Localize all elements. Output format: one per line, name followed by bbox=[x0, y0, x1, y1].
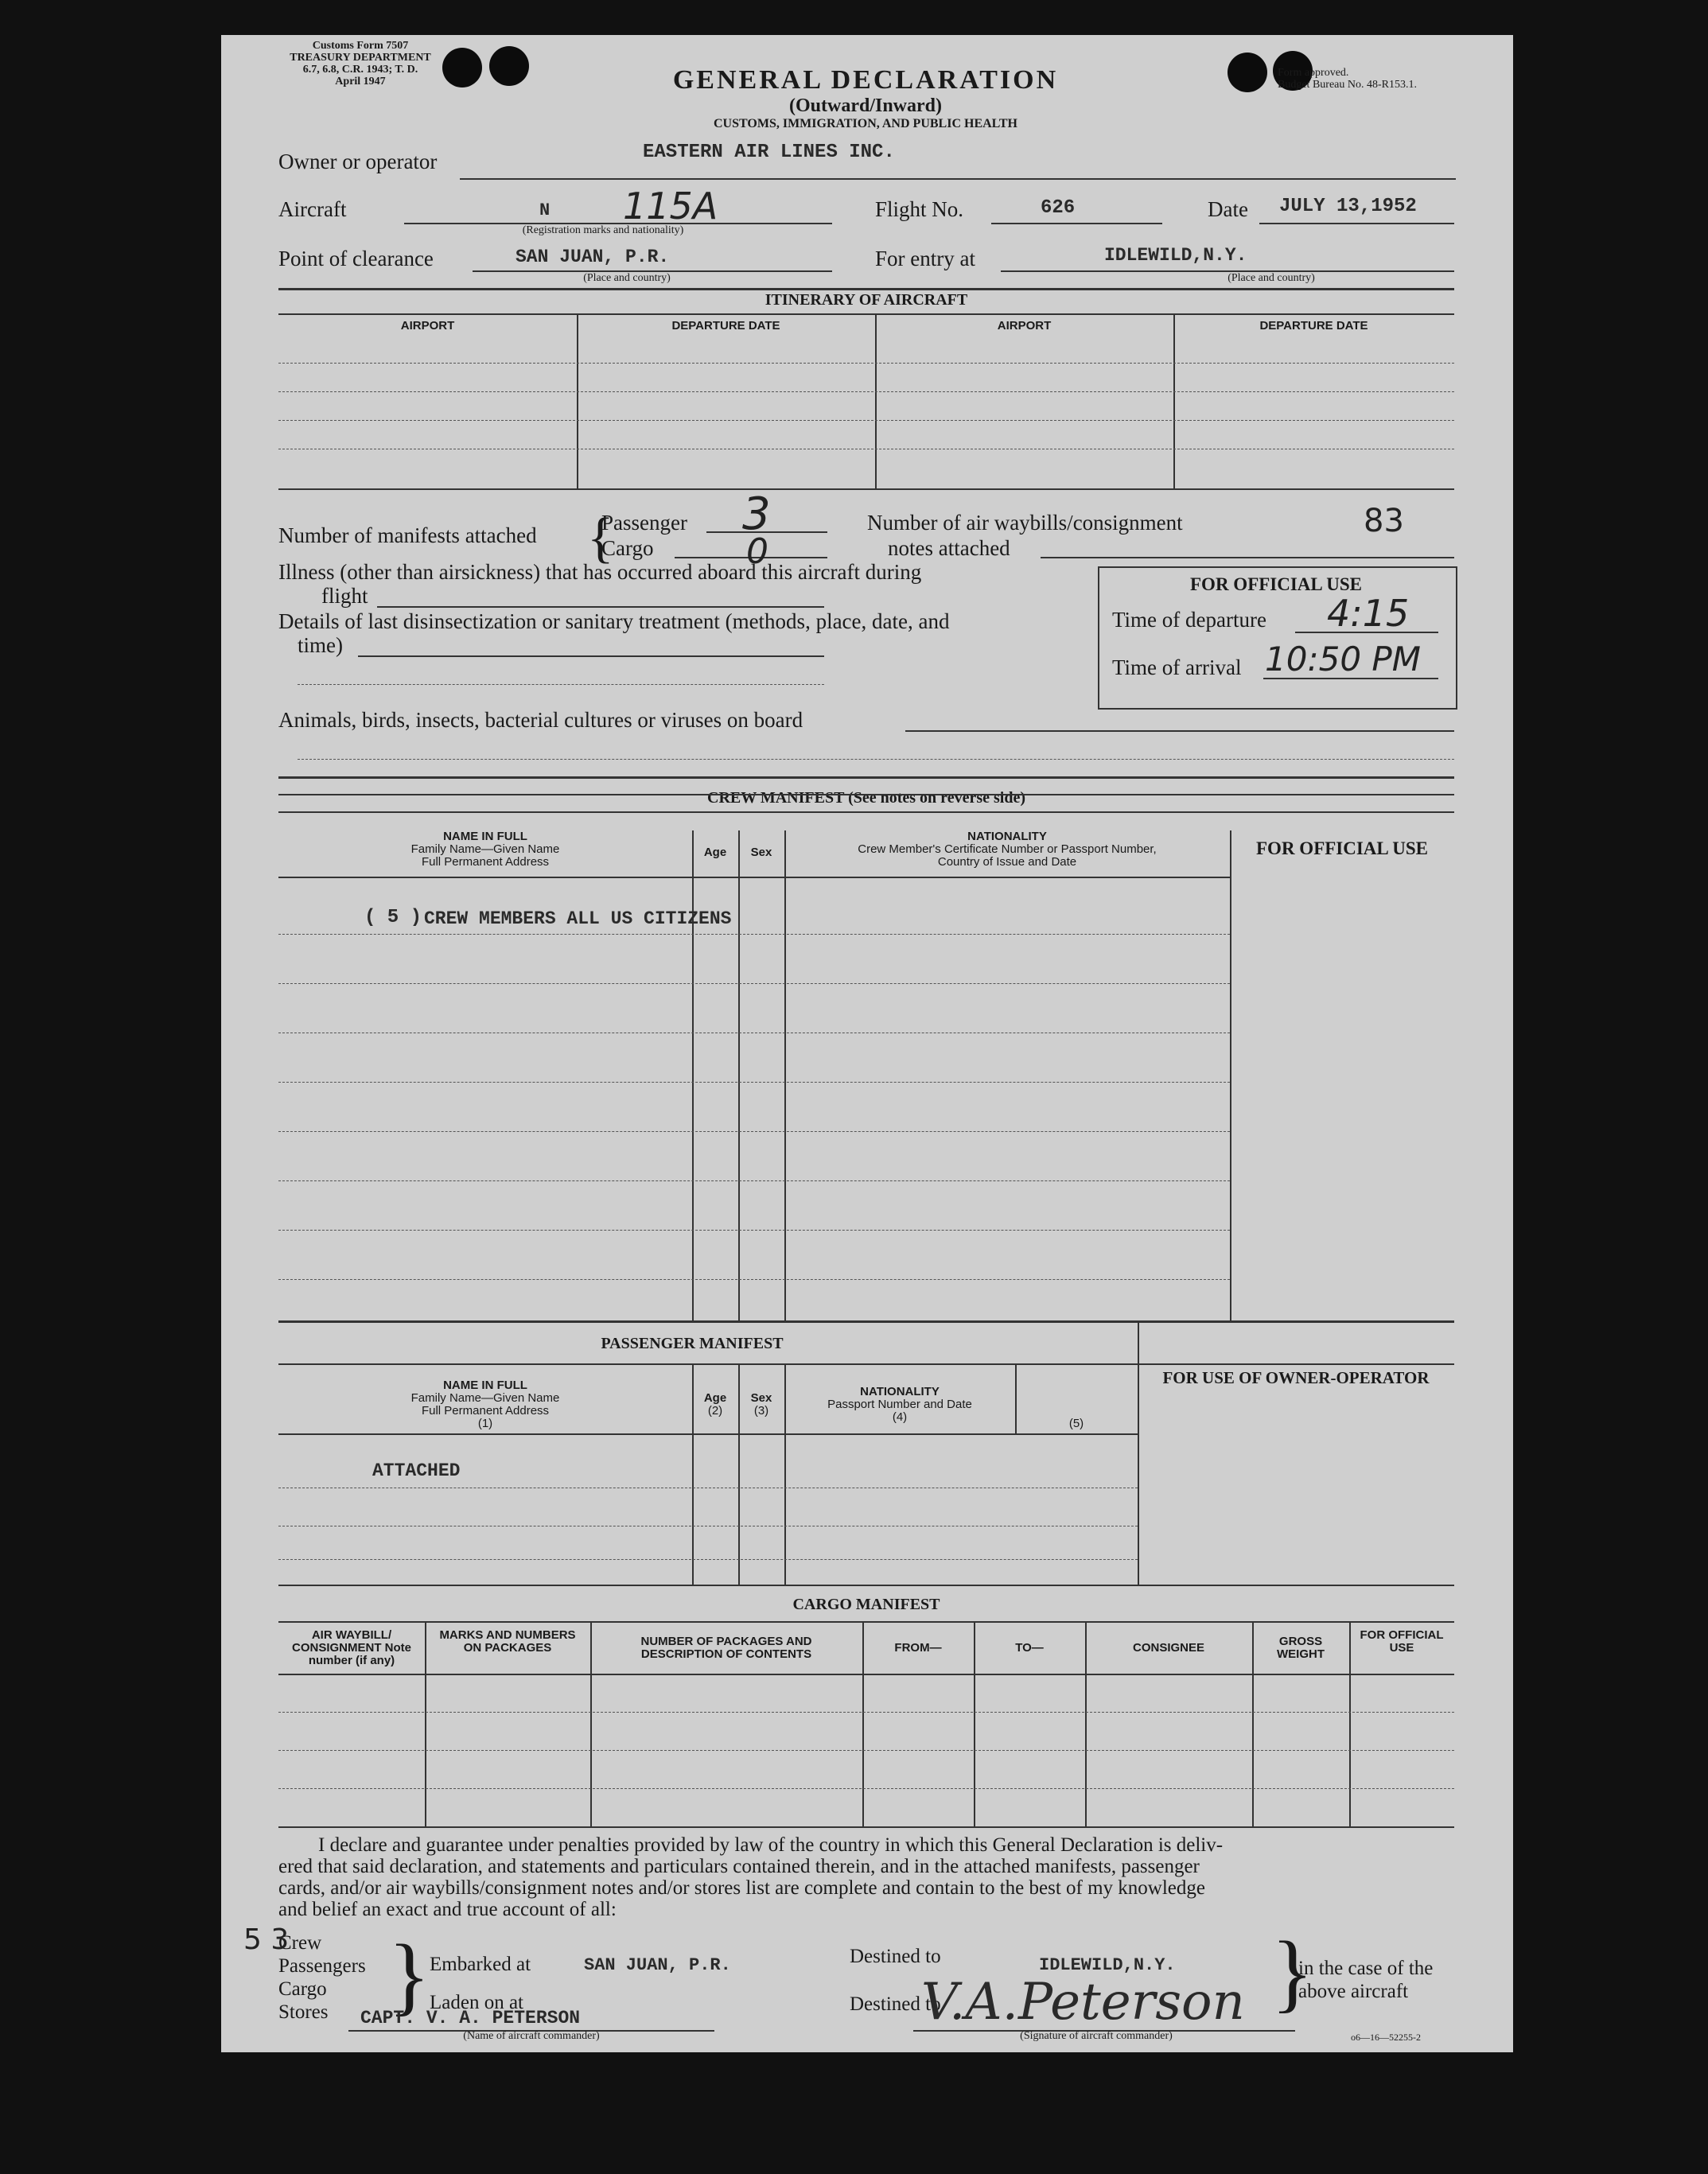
arrival-time-label: Time of arrival bbox=[1112, 655, 1242, 679]
crew-col-name-3: Full Permanent Address bbox=[421, 855, 550, 869]
category-crew: Crew bbox=[278, 1932, 322, 1954]
signature-caption: (Signature of aircraft commander) bbox=[1020, 2030, 1173, 2042]
crew-col-name-2: Family Name—Given Name bbox=[410, 842, 560, 856]
manifests-label: Number of manifests attached bbox=[278, 523, 537, 547]
cargo-col-packages: NUMBER OF PACKAGES AND DESCRIPTION OF CONTENTS bbox=[640, 1635, 812, 1661]
cargo-manifest-title: CARGO MANIFEST bbox=[792, 1596, 940, 1613]
passenger-manifest-count: 3 bbox=[742, 488, 771, 540]
cargo-col-waybill: AIR WAYBILL/ CONSIGNMENT Note number (if any) bbox=[292, 1628, 411, 1667]
itinerary-col-airport-2: AIRPORT bbox=[997, 319, 1052, 333]
crew-col-name-1: NAME IN FULL bbox=[443, 830, 527, 843]
aircraft-label: Aircraft bbox=[278, 197, 347, 221]
passenger-entry: ATTACHED bbox=[372, 1460, 461, 1481]
case-brace: } bbox=[1271, 1923, 1313, 2020]
category-passengers: Passengers bbox=[278, 1955, 366, 1977]
crew-col-name bbox=[278, 830, 692, 869]
form-number: Customs Form 7507 bbox=[312, 40, 409, 52]
entry-value: IDLEWILD,N.Y. bbox=[1104, 245, 1247, 266]
commander-name: CAPT. V. A. PETERSON bbox=[360, 2008, 581, 2028]
cargo-col-to: TO— bbox=[1015, 1641, 1044, 1655]
declaration-line-2: ered that said declaration, and statements and particulars contained therein, and in the attached manifests, passenger bbox=[278, 1856, 1200, 1877]
budget-number: Budget Bureau No. 48-R153.1. bbox=[1278, 79, 1417, 91]
departure-time-label: Time of departure bbox=[1112, 608, 1266, 632]
agencies: CUSTOMS, IMMIGRATION, AND PUBLIC HEALTH bbox=[714, 117, 1017, 130]
official-use-title: FOR OFFICIAL USE bbox=[1190, 574, 1362, 594]
crew-entry: CREW MEMBERS ALL US CITIZENS bbox=[424, 908, 732, 929]
declaration-form bbox=[221, 35, 1513, 2052]
punch-hole-left-2 bbox=[489, 46, 529, 86]
revised-date: April 1947 bbox=[335, 76, 386, 88]
passenger-col-age-num: (2) bbox=[707, 1404, 723, 1418]
declaration-line-1: I declare and guarantee under penalties provided by law of the country in which this General Declaration is deliv- bbox=[318, 1834, 1224, 1856]
declaration-text bbox=[278, 1834, 1454, 1920]
passenger-col-age-label: Age bbox=[703, 1391, 727, 1405]
categories-brace: } bbox=[388, 1927, 430, 2024]
crew-col-nationality bbox=[784, 830, 1230, 869]
animals-label: Animals, birds, insects, bacterial cultures or viruses on board bbox=[278, 708, 803, 732]
destined-label: Destined to bbox=[850, 1946, 941, 1967]
crew-col-nat-3: Country of Issue and Date bbox=[937, 855, 1077, 869]
passenger-col-owner: FOR USE OF OWNER-OPERATOR bbox=[1162, 1368, 1430, 1387]
passenger-col-name bbox=[278, 1379, 692, 1430]
declaration-categories bbox=[278, 1931, 366, 2024]
passenger-col-nat-num: (4) bbox=[892, 1410, 908, 1424]
clearance-label: Point of clearance bbox=[278, 247, 434, 270]
crew-count: ( 5 ) bbox=[364, 907, 422, 928]
itinerary-col-departure-2: DEPARTURE DATE bbox=[1259, 319, 1368, 333]
passenger-col-5: (5) bbox=[1068, 1417, 1084, 1430]
passenger-col-name-num: (1) bbox=[477, 1417, 493, 1430]
category-stores: Stores bbox=[278, 2001, 329, 2023]
passenger-manifest-title: PASSENGER MANIFEST bbox=[601, 1335, 784, 1352]
cargo-label: Cargo bbox=[601, 536, 654, 560]
page-title: GENERAL DECLARATION bbox=[672, 65, 1059, 95]
crew-col-age: Age bbox=[703, 846, 727, 859]
entry-caption: (Place and country) bbox=[1228, 272, 1315, 284]
crew-col-sex: Sex bbox=[750, 846, 772, 859]
entry-label: For entry at bbox=[875, 247, 975, 270]
clearance-value: SAN JUAN, P.R. bbox=[516, 247, 670, 267]
approval-block bbox=[1278, 67, 1417, 91]
departure-time: 4:15 bbox=[1327, 592, 1410, 635]
passenger-col-name-1: NAME IN FULL bbox=[443, 1379, 527, 1392]
commander-signature: V.A.Peterson bbox=[921, 1973, 1245, 2032]
passenger-col-sex bbox=[738, 1392, 784, 1418]
embarked-label: Embarked at bbox=[430, 1954, 531, 1975]
passenger-col-nat-1: NATIONALITY bbox=[860, 1385, 940, 1398]
cargo-col-consignee: CONSIGNEE bbox=[1132, 1641, 1204, 1655]
declaration-line-4: and belief an exact and true account of all: bbox=[278, 1899, 617, 1920]
aircraft-caption: (Registration marks and nationality) bbox=[522, 224, 684, 236]
passenger-col-sex-label: Sex bbox=[750, 1391, 772, 1405]
aircraft-registration: 115A bbox=[623, 185, 718, 228]
itinerary-col-airport-1: AIRPORT bbox=[400, 319, 455, 333]
cargo-col-weight: GROSS WEIGHT bbox=[1277, 1635, 1325, 1661]
owner-value: EASTERN AIR LINES INC. bbox=[643, 142, 895, 163]
form-number-block bbox=[285, 40, 436, 88]
cargo-col-official: FOR OFFICIAL USE bbox=[1360, 1628, 1444, 1655]
title-block bbox=[539, 65, 1192, 131]
punch-hole-left-1 bbox=[442, 48, 482, 88]
margin-note: 5 3 bbox=[243, 1923, 290, 1956]
commander-caption: (Name of aircraft commander) bbox=[463, 2030, 600, 2042]
passenger-col-nat-2: Passport Number and Date bbox=[827, 1398, 972, 1411]
aircraft-prefix: N bbox=[539, 200, 551, 220]
flight-label: Flight No. bbox=[875, 197, 964, 221]
flight-number: 626 bbox=[1041, 197, 1076, 219]
disinsect-label: Details of last disinsectization or sanitary treatment (methods, place, date, and bbox=[278, 609, 950, 633]
laden-label: Laden on at bbox=[430, 1992, 524, 2013]
case-line-2: above aircraft bbox=[1298, 1981, 1409, 2002]
regs: 6.7, 6.8, C.R. 1943; T. D. bbox=[302, 64, 418, 76]
owner-label: Owner or operator bbox=[278, 150, 438, 173]
waybills-label: Number of air waybills/consignment bbox=[867, 511, 1183, 535]
illness-label: Illness (other than airsickness) that has occurred aboard this aircraft during bbox=[278, 560, 922, 584]
crew-manifest-title: CREW MANIFEST (See notes on reverse side) bbox=[707, 789, 1025, 807]
illness-label-2: flight bbox=[321, 584, 368, 608]
manifests-brace: { bbox=[587, 508, 614, 569]
crew-col-nat-2: Crew Member's Certificate Number or Passport Number, bbox=[858, 842, 1157, 856]
page-subtitle: (Outward/Inward) bbox=[788, 95, 942, 116]
clearance-caption: (Place and country) bbox=[583, 272, 671, 284]
department: TREASURY DEPARTMENT bbox=[290, 52, 431, 64]
arrival-time: 10:50 PM bbox=[1265, 640, 1421, 679]
destined-label-2: Destined to bbox=[850, 1993, 941, 2015]
print-code: o6—16—52255-2 bbox=[1351, 2032, 1421, 2043]
cargo-col-from: FROM— bbox=[894, 1641, 942, 1655]
declaration-line-3: cards, and/or air waybills/consignment notes and/or stores list are complete and contain to the best of my knowledge bbox=[278, 1877, 1205, 1899]
disinsect-label-2: time) bbox=[298, 633, 343, 657]
category-cargo: Cargo bbox=[278, 1978, 327, 2000]
date-value: JULY 13,1952 bbox=[1279, 196, 1417, 217]
passenger-label: Passenger bbox=[601, 511, 687, 535]
waybills-label-2: notes attached bbox=[888, 536, 1010, 560]
cargo-manifest-count: 0 bbox=[746, 531, 768, 572]
punch-hole-right-1 bbox=[1228, 53, 1267, 92]
case-text bbox=[1298, 1957, 1433, 2003]
case-line-1: in the case of the bbox=[1298, 1958, 1434, 1979]
destined-value: IDLEWILD,N.Y. bbox=[1039, 1955, 1176, 1975]
passenger-col-name-3: Full Permanent Address bbox=[421, 1404, 550, 1418]
passenger-col-nationality bbox=[784, 1386, 1015, 1424]
crew-col-nat-1: NATIONALITY bbox=[967, 830, 1047, 843]
itinerary-col-departure-1: DEPARTURE DATE bbox=[671, 319, 780, 333]
passenger-col-age bbox=[692, 1392, 738, 1418]
itinerary-title: ITINERARY OF AIRCRAFT bbox=[765, 291, 968, 309]
approval-text: Form approved. bbox=[1278, 67, 1349, 79]
crew-col-official: FOR OFFICIAL USE bbox=[1256, 838, 1428, 858]
passenger-col-sex-num: (3) bbox=[753, 1404, 769, 1418]
date-label: Date bbox=[1208, 197, 1248, 221]
embarked-value: SAN JUAN, P.R. bbox=[584, 1955, 731, 1975]
waybills-count: 83 bbox=[1364, 503, 1404, 539]
cargo-col-marks: MARKS AND NUMBERS ON PACKAGES bbox=[439, 1628, 576, 1655]
passenger-col-name-2: Family Name—Given Name bbox=[410, 1391, 560, 1405]
